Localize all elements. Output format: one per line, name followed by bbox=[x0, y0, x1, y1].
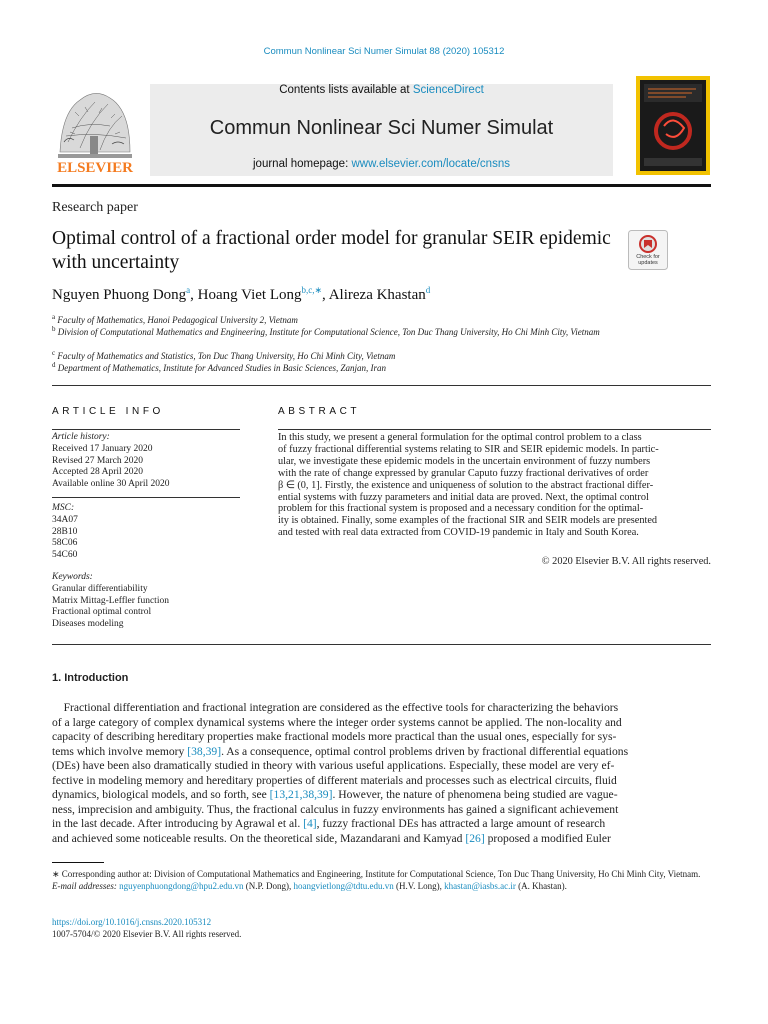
abstract-line: problem for this fractional system is proposed and a necessary condition for the optimal- bbox=[278, 503, 644, 515]
history-item: Received 17 January 2020 bbox=[52, 443, 153, 454]
abstract-text bbox=[278, 432, 711, 539]
author-name[interactable]: Alireza Khastan bbox=[328, 287, 426, 303]
intro-line bbox=[52, 817, 711, 832]
abstract-line: ular, we investigate these epidemic models in the uncertain environment of fuzzy numbers bbox=[278, 455, 651, 467]
intro-text-span: capacity of describing hereditary properties make fractional models more practical than the usual ones, especially for sys- bbox=[52, 730, 617, 743]
author-separator: , bbox=[322, 287, 329, 303]
doi-link[interactable]: https://doi.org/10.1016/j.cnsns.2020.105312 bbox=[52, 917, 212, 927]
affiliation-text: Department of Mathematics, Institute for Advanced Studies in Basic Sciences, Zanjan, Iran bbox=[57, 363, 387, 373]
citation-link[interactable]: [38,39] bbox=[187, 744, 222, 758]
keywords-label: Keywords: bbox=[52, 572, 93, 582]
intro-text-span: (DEs) have been also dramatically studied in theory with various useful applications. Especially, these model are very ef- bbox=[52, 759, 615, 772]
intro-line bbox=[52, 745, 711, 760]
doi-block bbox=[52, 916, 241, 940]
msc-code: 54C60 bbox=[52, 550, 78, 561]
header-rule bbox=[52, 184, 711, 187]
article-info-rule bbox=[52, 429, 240, 430]
history-item: Available online 30 April 2020 bbox=[52, 479, 170, 490]
author-affil-sup[interactable]: d bbox=[425, 285, 431, 295]
abstract-rule bbox=[278, 429, 711, 430]
author-name[interactable]: Nguyen Phuong Dong bbox=[52, 287, 187, 303]
abstract-line: β ∈ (0, 1]. Firstly, the existence and uniqueness of solution to the abstract fractional differ- bbox=[278, 479, 654, 491]
citation-link[interactable]: [4] bbox=[303, 817, 317, 830]
email-link[interactable]: hoangvietlong@tdtu.edu.vn bbox=[293, 881, 394, 891]
journal-title: Commun Nonlinear Sci Numer Simulat bbox=[209, 117, 554, 139]
affiliation-text: Division of Computational Mathematics and Engineering, Institute for Computational Science, Ton Duc Thang University, Ho Chi Minh City, Vietnam bbox=[57, 327, 600, 337]
history-item: Accepted 28 April 2020 bbox=[52, 467, 144, 478]
author-separator: , bbox=[190, 287, 198, 303]
email-owner: (H.V. Long), bbox=[393, 881, 445, 891]
intro-text-span: in the last decade. After introducing by Agrawal et al. bbox=[52, 817, 304, 830]
citation-link[interactable]: [13,21,38,39] bbox=[269, 788, 333, 801]
author-affil-sup[interactable]: a bbox=[186, 285, 191, 295]
intro-line bbox=[52, 716, 711, 731]
affiliation-sup: c bbox=[52, 349, 56, 357]
author-affil-sup[interactable]: b,c,∗ bbox=[301, 285, 323, 295]
introduction-heading: 1. Introduction bbox=[52, 672, 129, 684]
sciencedirect-link[interactable]: ScienceDirect bbox=[412, 84, 484, 96]
keyword: Granular differentiability bbox=[52, 583, 148, 594]
publisher-name: ELSEVIER bbox=[57, 160, 133, 176]
email-owner: (N.P. Dong), bbox=[243, 881, 294, 891]
abstract-heading: ABSTRACT bbox=[278, 406, 361, 417]
msc-code: 34A07 bbox=[52, 514, 78, 525]
intro-text-span: proposed a modified Euler bbox=[484, 831, 611, 845]
corresponding-author-note: ∗ Corresponding author at: Division of Computational Mathematics and Engineering, Institute for Computational Science, Ton Duc Thang University, Ho Chi Minh City, Vietnam. bbox=[52, 869, 701, 879]
email-owner: (A. Khastan). bbox=[515, 881, 567, 891]
abstract-line: ity is obtained. Finally, some examples of the fractional SIR and SEIR models are presented bbox=[278, 515, 658, 527]
contents-line bbox=[150, 84, 613, 96]
article-history bbox=[52, 432, 240, 491]
issn-line: 1007-5704/© 2020 Elsevier B.V. All rights reserved. bbox=[52, 929, 242, 939]
intro-text-span: dynamics, biological models, and so forth, see bbox=[52, 788, 270, 801]
homepage-line bbox=[150, 158, 613, 170]
title-rule bbox=[52, 385, 711, 386]
elsevier-logo bbox=[50, 82, 140, 178]
intro-text-span: . However, the nature of phenomena being studied are vague- bbox=[332, 788, 618, 801]
paper-title: Optimal control of a fractional order model for granular SEIR epidemic with uncertainty bbox=[52, 228, 611, 273]
affiliation-sup: b bbox=[52, 325, 56, 333]
citation-link[interactable]: [26] bbox=[465, 831, 485, 845]
keyword: Fractional optimal control bbox=[52, 607, 152, 618]
homepage-prefix: journal homepage: bbox=[253, 158, 352, 170]
affiliation-sup: a bbox=[52, 313, 56, 321]
intro-line bbox=[52, 701, 711, 716]
email-link[interactable]: nguyenphuongdong@hpu2.edu.vn bbox=[119, 881, 244, 891]
contents-prefix: Contents lists available at bbox=[279, 84, 413, 96]
affiliation-sup: d bbox=[52, 361, 56, 369]
intro-text-span: , fuzzy fractional DEs has attracted a large amount of research bbox=[316, 817, 606, 830]
introduction-text bbox=[52, 701, 711, 846]
msc-code: 28B10 bbox=[52, 526, 78, 537]
abstract-line: of fuzzy fractional differential systems relating to SIR and SEIR epidemic models. In partic- bbox=[278, 443, 659, 455]
intro-text-span: and achieved some noticeable results. On the theoretical side, Mazandarani and Kamyad bbox=[52, 831, 466, 845]
keywords-block bbox=[52, 572, 240, 631]
intro-line bbox=[52, 730, 711, 745]
affiliation-text: Faculty of Mathematics and Statistics, Ton Duc Thang University, Ho Chi Minh City, Vietnam bbox=[57, 351, 396, 361]
authors-line bbox=[52, 285, 430, 304]
abstract-copyright: © 2020 Elsevier B.V. All rights reserved. bbox=[541, 556, 711, 567]
intro-text-span: of a large category of complex dynamical systems where the integer order systems cannot be applied. The non-locality and bbox=[52, 715, 622, 729]
email-line bbox=[52, 880, 711, 892]
intro-text-span: tems which involve memory bbox=[52, 744, 188, 758]
homepage-link[interactable]: www.elsevier.com/locate/cnsns bbox=[351, 158, 510, 170]
article-info-heading: ARTICLE INFO bbox=[52, 406, 164, 417]
intro-text-span: . As a consequence, optimal control problems driven by fractional differential equations bbox=[221, 744, 629, 758]
affiliation-text: Faculty of Mathematics, Hanoi Pedagogical University 2, Vietnam bbox=[57, 315, 298, 325]
footnotes bbox=[52, 868, 711, 892]
footnote-rule bbox=[52, 862, 104, 863]
affiliation bbox=[52, 359, 612, 374]
history-item: Revised 27 March 2020 bbox=[52, 455, 144, 466]
check-for-updates-button[interactable] bbox=[628, 230, 668, 270]
journal-citation[interactable]: Commun Nonlinear Sci Numer Simulat 88 (2020) 105312 bbox=[263, 46, 505, 57]
intro-line bbox=[52, 759, 711, 774]
msc-label: MSC: bbox=[52, 503, 75, 513]
abstract-line: and tested with real data extracted from COVID-19 pandemic in Italy and South Korea. bbox=[278, 527, 639, 539]
paper-type: Research paper bbox=[52, 200, 138, 215]
journal-cover-icon bbox=[636, 76, 710, 175]
intro-text-span: Fractional differentiation and fractional integration are considered as the effective tools for characterizing the behaviors bbox=[52, 701, 619, 714]
abstract-line: In this study, we present a general formulation for the optimal control problem to a class bbox=[278, 432, 642, 443]
email-link[interactable]: khastan@iasbs.ac.ir bbox=[444, 881, 516, 891]
intro-text-span: ness, imprecision and ambiguity. Thus, the fractional calculus in fuzzy environments has gained a significant achievement bbox=[52, 802, 619, 816]
intro-line bbox=[52, 788, 711, 803]
journal-cover-image bbox=[636, 76, 710, 175]
abstract-line: ential systems with fuzzy parameters and initial data are proved. Next, the optimal control bbox=[278, 491, 649, 503]
affiliation bbox=[52, 323, 612, 338]
msc-code: 58C06 bbox=[52, 538, 78, 549]
msc-block bbox=[52, 503, 240, 562]
abstract-bottom-rule bbox=[52, 644, 711, 645]
check-updates-label: Check for updates bbox=[636, 254, 660, 266]
keyword: Matrix Mittag-Leffler function bbox=[52, 595, 169, 606]
intro-line bbox=[52, 803, 711, 818]
abstract-line: with the rate of change expressed by granular Caputo fuzzy fractional derivatives of order bbox=[278, 467, 649, 479]
author-name[interactable]: Hoang Viet Long bbox=[197, 287, 302, 303]
email-label: E-mail addresses: bbox=[52, 881, 117, 891]
intro-line bbox=[52, 774, 711, 789]
intro-line bbox=[52, 832, 711, 847]
keyword: Diseases modeling bbox=[52, 619, 124, 630]
history-rule bbox=[52, 497, 240, 498]
history-label: Article history: bbox=[52, 432, 110, 442]
intro-text-span: fective in modeling memory and hereditary properties of different materials and processes such as electrical circuits, fluid bbox=[52, 773, 617, 787]
